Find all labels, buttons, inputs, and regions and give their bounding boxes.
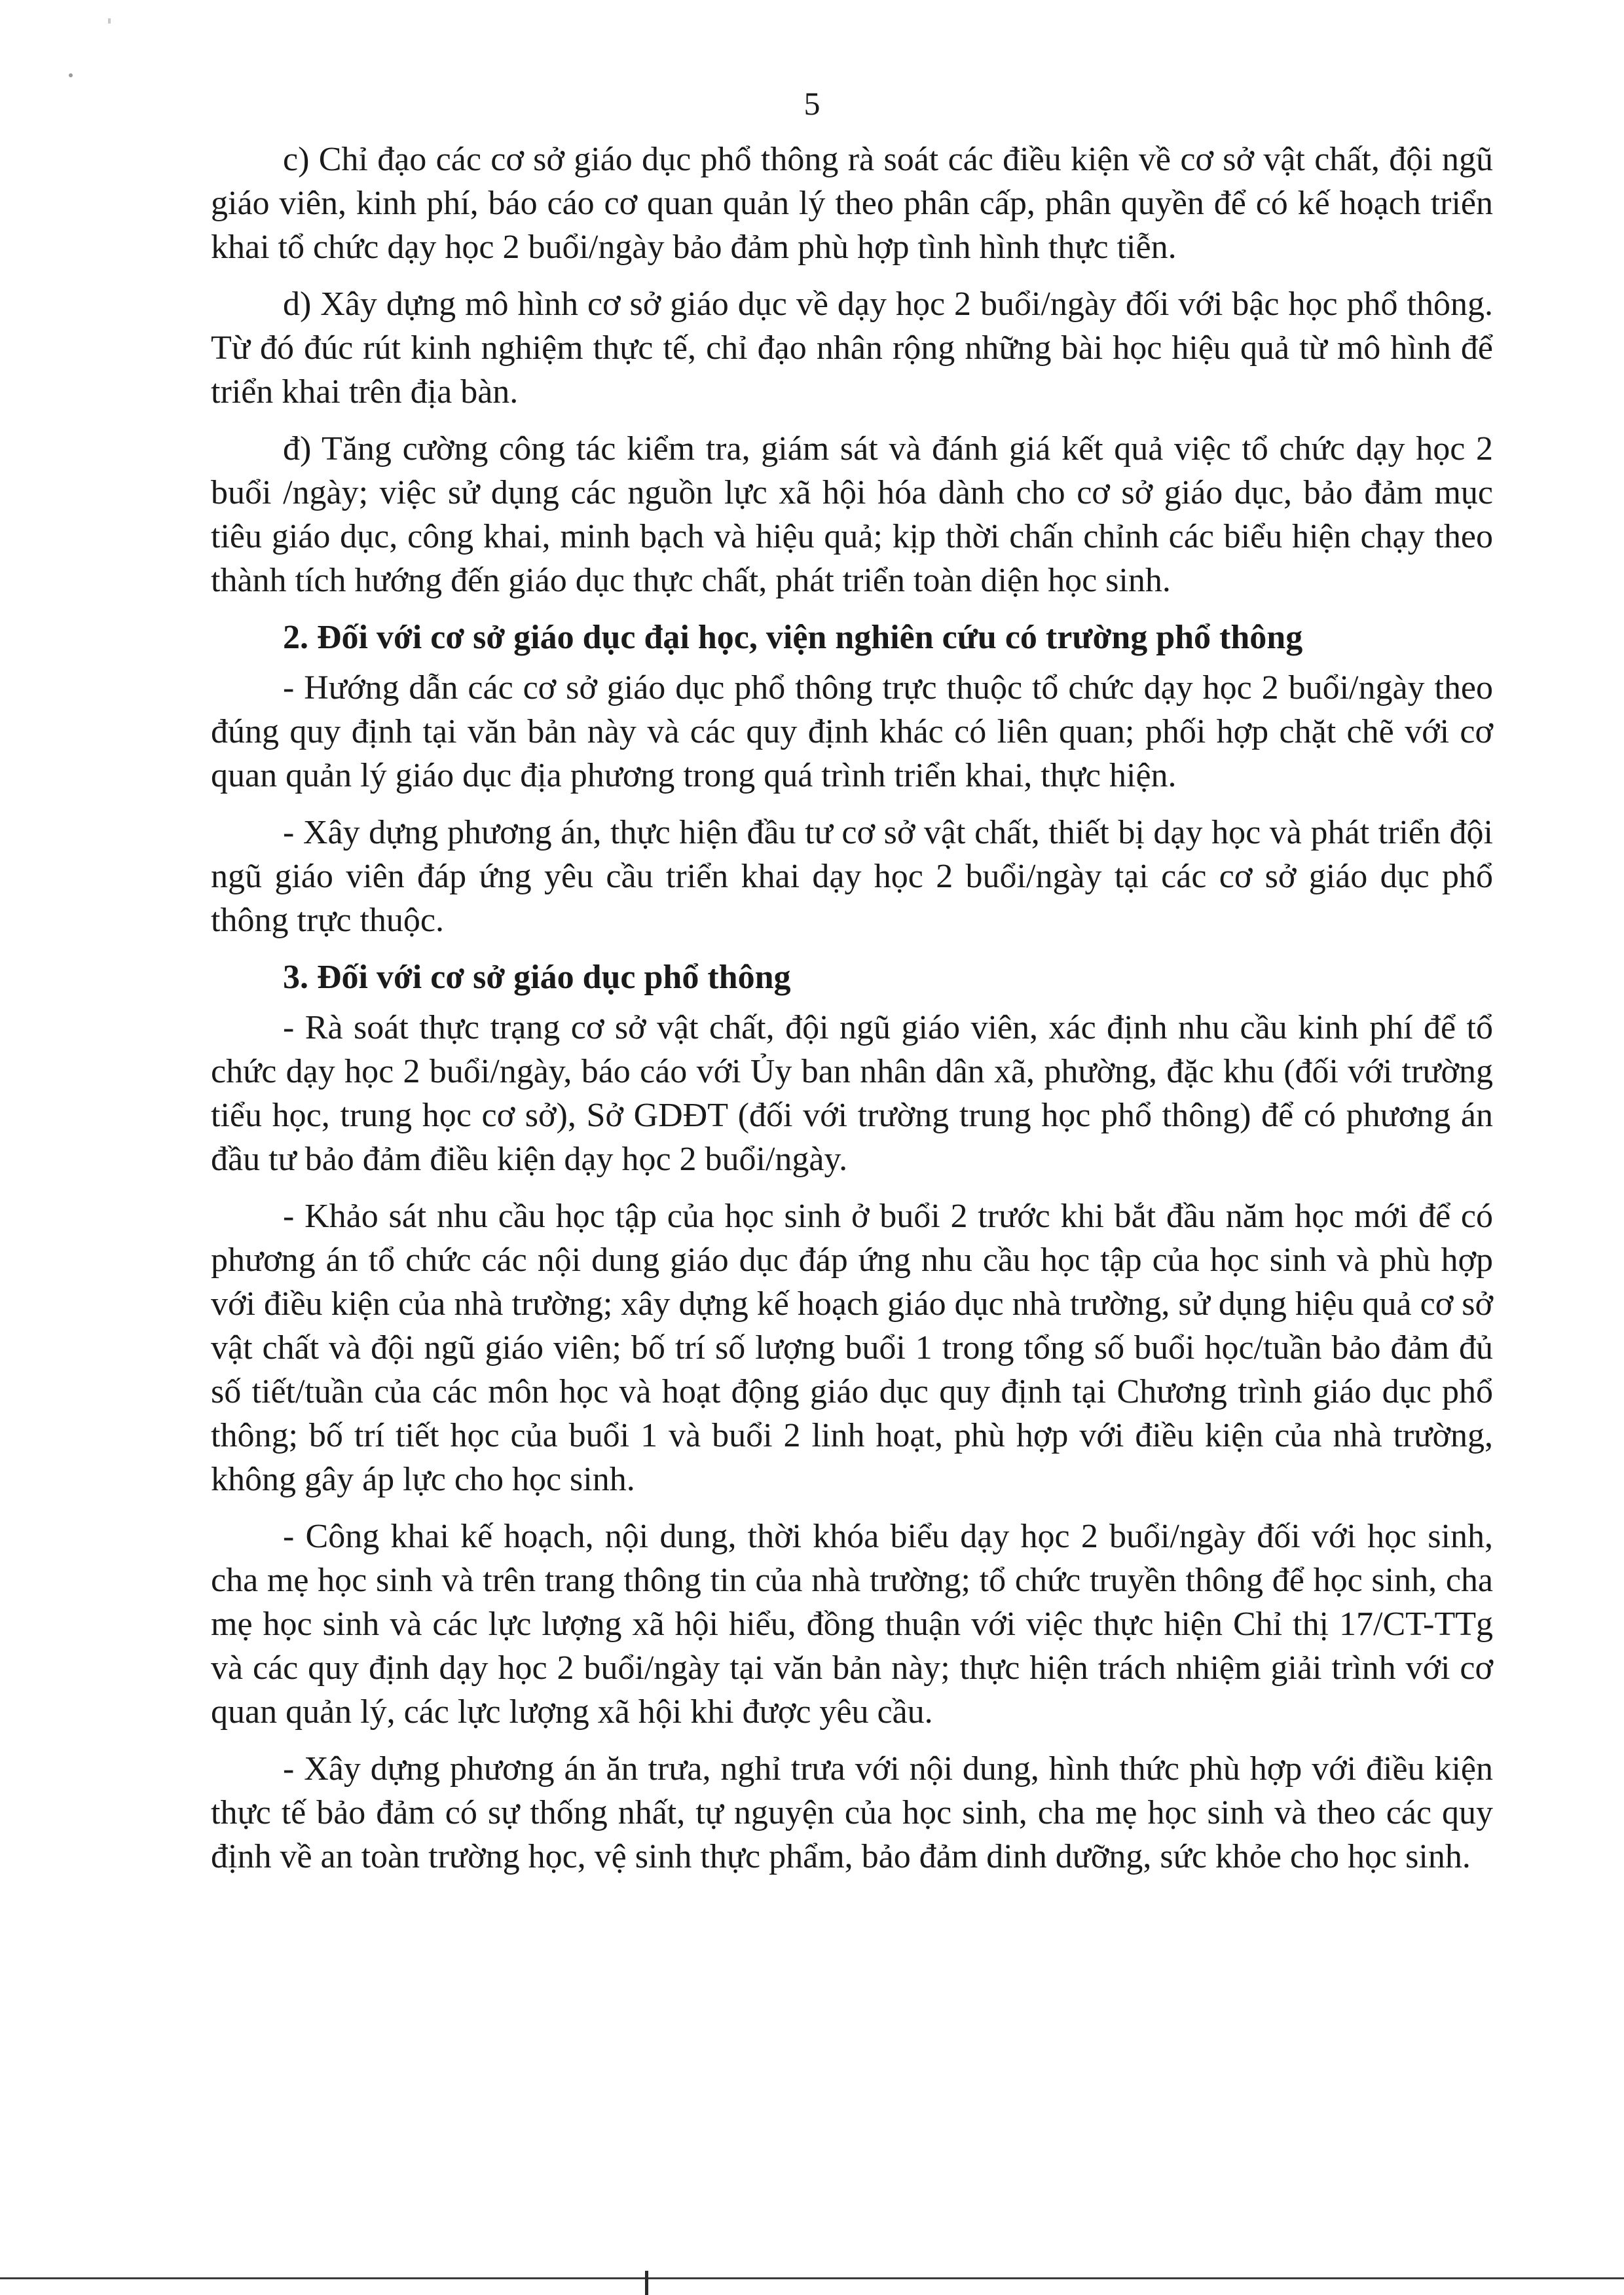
scan-speck (69, 73, 73, 77)
section-2-paragraph: - Hướng dẫn các cơ sở giáo dục phổ thông trực thuộc tổ chức dạy học 2 buổi/ngày theo đúng quy định tại văn bản này và các quy định khác có liên quan; phối hợp chặt chẽ với cơ quan quản lý giáo dục địa phương trong quá trình triển khai, thực hiện. (211, 669, 1493, 794)
bottom-divider (0, 2277, 1624, 2279)
paragraph-dd: đ) Tăng cường công tác kiểm tra, giám sát và đánh giá kết quả việc tổ chức dạy học 2 buổi /ngày; việc sử dụng các nguồn lực xã hội hóa dành cho cơ sở giáo dục, bảo đảm mục tiêu giáo dục, công khai, minh bạch và hiệu quả; kịp thời chấn chỉnh các biểu hiện chạy theo thành tích hướng đến giáo dục thực chất, phát triển toàn diện học sinh. (211, 430, 1493, 599)
bottom-tick-mark (645, 2271, 648, 2295)
section-2-heading: 2. Đối với cơ sở giáo dục đại học, viện nghiên cứu có trường phổ thông (283, 619, 1303, 656)
section-3-paragraph: - Khảo sát nhu cầu học tập của học sinh ở buổi 2 trước khi bắt đầu năm học mới để có phương án tổ chức các nội dung giáo dục đáp ứng nhu cầu học tập của học sinh và phù hợp với điều kiện của nhà trường; xây dựng kế hoạch giáo dục nhà trường, sử dụng hiệu quả cơ sở vật chất và đội ngũ giáo viên; bố trí số lượng buổi 1 trong tổng số buổi học/tuần bảo đảm đủ số tiết/tuần của các môn học và hoạt động giáo dục quy định tại Chương trình giáo dục phổ thông; bố trí tiết học của buổi 1 và buổi 2 linh hoạt, phù hợp với điều kiện của nhà trường, không gây áp lực cho học sinh. (211, 1198, 1493, 1498)
scan-speck (108, 18, 111, 24)
document-body (211, 138, 1493, 1892)
paragraph-c: c) Chỉ đạo các cơ sở giáo dục phổ thông rà soát các điều kiện về cơ sở vật chất, đội ngũ giáo viên, kinh phí, báo cáo cơ quan quản lý theo phân cấp, phân quyền để có kế hoạch triển khai tổ chức dạy học 2 buổi/ngày bảo đảm phù hợp tình hình thực tiễn. (211, 141, 1493, 266)
section-3-heading: 3. Đối với cơ sở giáo dục phổ thông (283, 959, 791, 996)
paragraph-d: d) Xây dựng mô hình cơ sở giáo dục về dạy học 2 buổi/ngày đối với bậc học phổ thông. Từ đó đúc rút kinh nghiệm thực tế, chỉ đạo nhân rộng những bài học hiệu quả từ mô hình để triển khai trên địa bàn. (211, 285, 1493, 411)
section-3-paragraph: - Xây dựng phương án ăn trưa, nghỉ trưa với nội dung, hình thức phù hợp với điều kiện thực tế bảo đảm có sự thống nhất, tự nguyện của học sinh, cha mẹ học sinh và theo các quy định về an toàn trường học, vệ sinh thực phẩm, bảo đảm dinh dưỡng, sức khỏe cho học sinh. (211, 1750, 1493, 1875)
section-3-paragraph: - Công khai kế hoạch, nội dung, thời khóa biểu dạy học 2 buổi/ngày đối với học sinh, cha mẹ học sinh và trên trang thông tin của nhà trường; tổ chức truyền thông để học sinh, cha mẹ học sinh và các lực lượng xã hội hiểu, đồng thuận với việc thực hiện Chỉ thị 17/CT-TTg và các quy định dạy học 2 buổi/ngày tại văn bản này; thực hiện trách nhiệm giải trình với cơ quan quản lý, các lực lượng xã hội khi được yêu cầu. (211, 1518, 1493, 1731)
page-number: 5 (803, 85, 821, 122)
section-2-paragraph: - Xây dựng phương án, thực hiện đầu tư cơ sở vật chất, thiết bị dạy học và phát triển đội ngũ giáo viên đáp ứng yêu cầu triển khai dạy học 2 buổi/ngày tại các cơ sở giáo dục phổ thông trực thuộc. (211, 814, 1493, 939)
section-3-paragraph: - Rà soát thực trạng cơ sở vật chất, đội ngũ giáo viên, xác định nhu cầu kinh phí để tổ chức dạy học 2 buổi/ngày, báo cáo với Ủy ban nhân dân xã, phường, đặc khu (đối với trường tiểu học, trung học cơ sở), Sở GDĐT (đối với trường trung học phổ thông) để có phương án đầu tư bảo đảm điều kiện dạy học 2 buổi/ngày. (211, 1009, 1493, 1178)
